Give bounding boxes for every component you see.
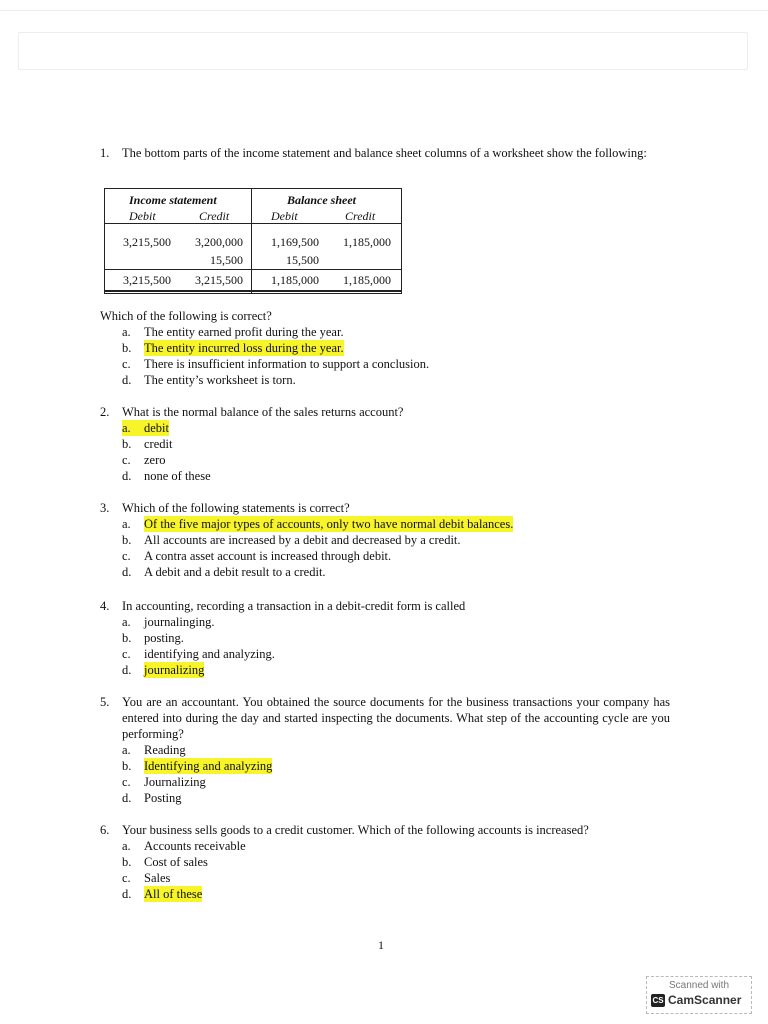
option-item[interactable]: c. Journalizing [122,775,206,789]
camscanner-watermark [646,976,752,1014]
page-number: 1 [378,938,384,952]
table-total-rule [105,290,401,292]
table-cell: 3,200,000 [195,235,243,249]
option-item[interactable]: a. Reading [122,743,186,757]
option-item-highlighted[interactable]: b. Identifying and analyzing [122,759,273,773]
answer-highlight: Of the five major types of accounts, only two have normal debit balances. [144,517,514,531]
option-item[interactable]: c. A contra asset account is increased through debit. [122,549,392,563]
option-item[interactable]: b. posting. [122,631,184,645]
question-number: 2. [100,405,110,419]
option-item[interactable]: a. journalinging. [122,615,215,629]
question-4 [100,598,670,678]
option-item-highlighted[interactable]: d. All of these [122,887,203,901]
option-item-highlighted[interactable]: a. Of the five major types of accounts, only two have normal debit balances. [122,517,514,531]
debit-header: Debit [271,209,298,223]
table-cell: 3,215,500 [195,273,243,287]
table-cell: 1,185,000 [271,273,319,287]
question-text: You are an accountant. You obtained the source documents for the business transactions your company has entered into during the day and started inspecting the documents. What step of the accounting cycle are you performing? [122,695,670,741]
option-item-highlighted[interactable]: d. journalizing [122,663,205,677]
answer-highlight: debit [144,421,169,435]
question-3 [100,500,670,580]
question-number: 3. [100,501,110,515]
table-cell: 1,169,500 [271,235,319,249]
option-item[interactable]: b. All accounts are increased by a debit and decreased by a credit. [122,533,461,547]
table-cell: 3,215,500 [123,235,171,249]
option-item[interactable]: b. credit [122,437,173,451]
question-number: 6. [100,823,110,837]
answer-highlight: Identifying and analyzing [144,759,273,773]
option-item[interactable]: c. zero [122,453,166,467]
camscanner-logo-icon: CS [652,996,664,1005]
question-2 [100,404,670,484]
question-1-prompt: Which of the following is correct? [100,309,272,323]
option-item[interactable]: d. A debit and a debit result to a credit. [122,565,326,579]
watermark-brand: CamScanner [668,993,742,1007]
table-rule [105,269,401,270]
question-text: The bottom parts of the income statement and balance sheet columns of a worksheet show the following: [122,146,647,160]
worksheet-table [104,188,402,294]
answer-highlight: All of these [144,887,203,901]
question-1-options [100,324,670,388]
option-item-highlighted[interactable]: a. debit [122,421,169,435]
answer-highlight: The entity incurred loss during the year. [144,341,344,355]
watermark-caption: Scanned with [668,980,730,991]
question-number: 4. [100,599,110,613]
option-item[interactable]: c. identifying and analyzing. [122,647,275,661]
option-item[interactable]: a. The entity earned profit during the year. [122,325,344,339]
question-5 [100,694,670,806]
question-number: 5. [100,695,110,709]
question-number: 1. [100,146,110,160]
balance-sheet-header: Balance sheet [287,193,356,207]
option-item[interactable]: d. none of these [122,469,211,483]
answer-highlight: journalizing [144,663,205,677]
income-statement-header: Income statement [129,193,217,207]
table-cell: 15,500 [286,253,319,267]
credit-header: Credit [345,209,376,223]
table-cell: 1,185,000 [343,235,391,249]
question-text: Your business sells goods to a credit customer. Which of the following accounts is increased? [122,823,589,837]
credit-header: Credit [199,209,230,223]
question-6 [100,822,670,902]
option-item[interactable]: d. The entity’s worksheet is torn. [122,373,296,387]
option-item[interactable]: b. Cost of sales [122,855,208,869]
option-item-highlighted[interactable]: b. The entity incurred loss during the year. [122,341,344,355]
question-text: Which of the following statements is correct? [122,501,350,515]
table-cell: 1,185,000 [343,273,391,287]
question-text: In accounting, recording a transaction in a debit-credit form is called [122,599,466,613]
table-cell: 15,500 [210,253,243,267]
debit-header: Debit [129,209,156,223]
option-item[interactable]: a. Accounts receivable [122,839,246,853]
question-1 [100,145,670,161]
option-item[interactable]: d. Posting [122,791,182,805]
table-cell: 3,215,500 [123,273,171,287]
option-item[interactable]: c. Sales [122,871,171,885]
option-item[interactable]: c. There is insufficient information to support a conclusion. [122,357,430,371]
question-text: What is the normal balance of the sales returns account? [122,405,404,419]
